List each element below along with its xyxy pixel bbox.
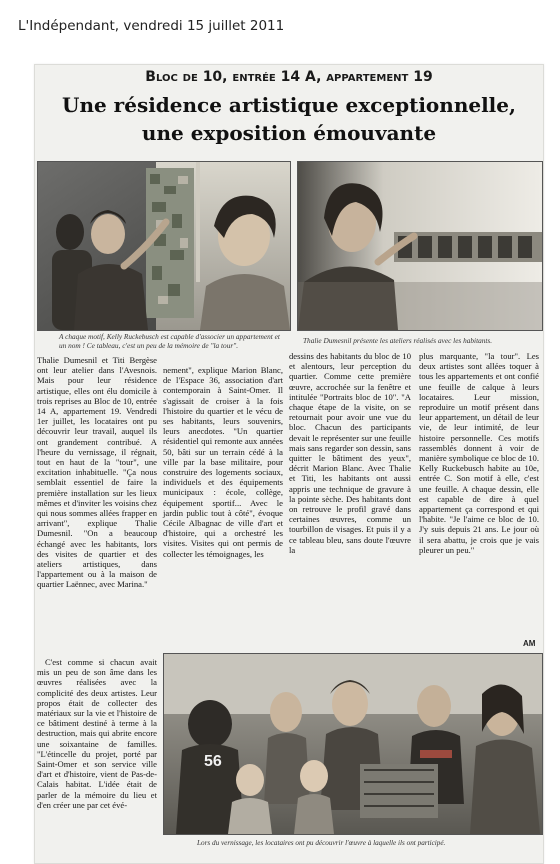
article-column-1-bottom <box>37 657 157 810</box>
column-3-paragraph: dessins des habitants du bloc de 10 et alentours, leur perception du quartier. Comme cette première œuvre, accrochée sur la fenêtre et intitulée "Portraits bloc de 10". "A chaque étape de la visite, on se retournait pour avoir une vue du bloc. Chacun des participants devait le représenter sur une feuille mais sans regarder son dessin, sans quitter le bâtiment des yeux", décrit Marion Blanc. Avec Thalie et Titi, les habitants ont aussi appris une technique de gravure à la pointe sèche. Des habitants dont on retrouve le profil gravé dans certaines œuvres, comme un tourbillon de visages. Et puis il y a ce tableau bleu, sans doute l'œuvre la <box>289 351 411 555</box>
photo-vernissage <box>163 653 543 835</box>
article-column-1-top <box>37 355 157 590</box>
photo-1-image <box>38 162 290 330</box>
photo-3-image <box>164 654 542 834</box>
title-line-1: Une résidence artistique exceptionnelle, <box>62 93 516 117</box>
caption-photo-1: A chaque motif, Kelly Ruckebusch est capable d'associer un appartement et un nom ! Ce tableau, c'est un peu de la mémoire de "la tour". <box>59 332 280 350</box>
newspaper-clipping <box>34 64 544 864</box>
caption-photo-3: Lors du vernissage, les locataires ont pu découvrir l'œuvre à laquelle ils ont participé. <box>197 839 446 847</box>
jersey-number: 56 <box>204 753 222 770</box>
caption-photo-2: Thalie Dumesnil présente les ateliers réalisés avec les habitants. <box>303 336 493 345</box>
photo-2-image <box>298 162 542 330</box>
article-column-4 <box>419 351 539 555</box>
column-4-paragraph: plus marquante, "la tour". Les deux artistes sont allées toquer à tous les appartements et ont confié une feuille de calque à leurs locataires. Leur mission, reproduire un motif présent dans leur appartement, un détail de leur vie, de leur intimité, de leur histoire personnelle. Ces motifs rassemblés donnent à voir de manière symbolique ce bloc de 10. Kelly Ruckebusch habite au 10e, entrée C. Son motif à elle, c'est une feuille. A chaque dessin, elle est capable de dire à quel appartement ça correspond et qui l'habite. "Je l'aime ce bloc de 10. J'y suis depuis 21 ans. Le jour où il sera abattu, je crois que je vais pleurer un peu." <box>419 351 539 555</box>
photo-artwork-tableau <box>37 161 291 331</box>
column-1-paragraph-1: Thalie Dumesnil et Titi Bergèse ont leur atelier dans l'Avesnois. Mais pour leur résidence artistique, elles ont élu domicile à trois reprises au Bloc de 10, entrée 14 A, appartement 19. Vendredi 1er juillet, les locataires ont pu découvrir leur travail, auquel ils ont grandement contribué. A l'heure du vernissage, il régnait, tout en haut de la "tour", une excitation inhabituelle. "Ça nous semblait essentiel de faire la première installation sur les lieux mêmes et d'inviter les voisins chez qui nous sommes allées frapper en arrivant", explique Thalie Dumesnil. "On a beaucoup échangé avec les habitants, lors des visites de quartier et des ateliers artistiques, dans l'appartement ou à la maison de quartier Laënnec, avec Marina." <box>37 355 157 590</box>
photo-ateliers-presentation <box>297 161 543 331</box>
article-column-3 <box>289 351 411 555</box>
article-column-2 <box>163 365 283 559</box>
author-signature: AM <box>523 639 536 648</box>
title-line-2: une exposition émouvante <box>141 121 437 145</box>
article-kicker: Bloc de 10, entrée 14 A, appartement 19 <box>145 69 433 85</box>
publication-line: L'Indépendant, vendredi 15 juillet 2011 <box>18 18 285 34</box>
column-2-paragraph: nement", explique Marion Blanc, de l'Espace 36, association d'art contemporain à Saint-Omer. Il s'agissait de croiser à la fois l'histoire du quartier et le vécu de ses habitants, leurs souvenirs, leurs anecdotes. "Un quartier résidentiel qui remonte aux années 50, bâti sur un terrain cédé à la ville par la base militaire, pour construire des logements sociaux, individuels et des équipements municipaux : école, collège, équipement sportif... Avec le jardin public tout à côté", évoque Cécile Albagnac de ville d'art et d'histoire, qui a orchestré les visites. Visites qui ont permis de collecter les témoignages, les <box>163 365 283 559</box>
article-title <box>35 91 543 147</box>
column-1-paragraph-2: C'est comme si chacun avait mis un peu de son âme dans les œuvres réalisées avec la complicité des deux artistes. Leur propos était de collecter des matériaux sur la vie et l'histoire de ce bâtiment destiné à terme à la destruction, mais qui abrite encore une soixantaine de familles. "L'étincelle du projet, porté par Saint-Omer et son service ville d'art et d'histoire, vient de Pas-de-Calais habitat. L'idée était de parler de la mémoire du lieu et d'en créer une par cet évé- <box>37 657 157 810</box>
